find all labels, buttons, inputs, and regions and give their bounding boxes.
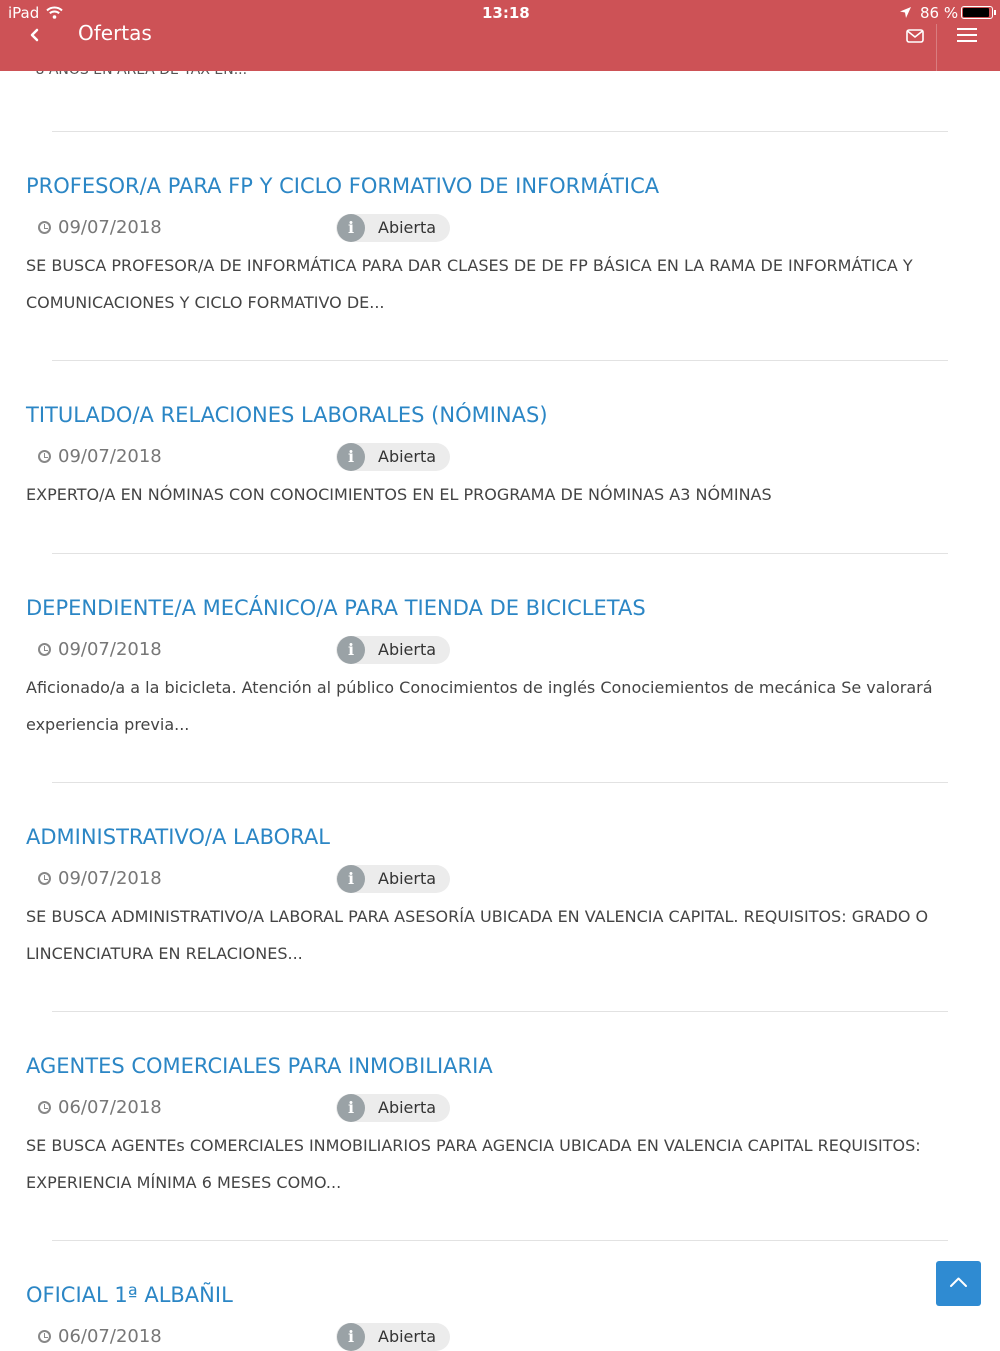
offer-meta	[26, 443, 946, 471]
status-badge	[336, 214, 450, 242]
page-title: Ofertas	[78, 21, 152, 45]
offer-item[interactable]	[26, 595, 946, 743]
offer-meta	[26, 865, 946, 893]
offer-date-text: 06/07/2018	[58, 1097, 162, 1118]
offer-description: EXPERTO/A EN NÓMINAS CON CONOCIMIENTOS EN EL PROGRAMA DE NÓMINAS A3 NÓMINAS	[26, 485, 772, 504]
offer-date	[38, 445, 162, 469]
offer-description: SE BUSCA PROFESOR/A DE INFORMÁTICA PARA DAR CLASES DE DE FP BÁSICA EN LA RAMA DE INFORMÁTICA Y COMUNICACIONES Y CICLO FORMATIVO DE...	[26, 256, 913, 312]
divider	[52, 553, 948, 554]
offer-item[interactable]	[26, 402, 946, 513]
offer-item[interactable]	[26, 1282, 946, 1351]
offer-title-link[interactable]: OFICIAL 1ª ALBAÑIL	[26, 1283, 233, 1307]
offer-date-text: 09/07/2018	[58, 217, 162, 238]
offer-date-text: 09/07/2018	[58, 639, 162, 660]
clock-icon	[38, 872, 51, 885]
offer-description: SE BUSCA ADMINISTRATIVO/A LABORAL PARA ASESORÍA UBICADA EN VALENCIA CAPITAL. REQUISITOS: GRADO O LINCENCIATURA EN RELACIONES...	[26, 907, 929, 963]
info-icon: i	[337, 443, 365, 471]
location-arrow-icon	[899, 6, 912, 19]
info-icon: i	[337, 1094, 365, 1122]
hamburger-icon	[957, 28, 977, 42]
offer-title-link[interactable]: TITULADO/A RELACIONES LABORALES (NÓMINAS)	[26, 403, 548, 427]
divider	[52, 131, 948, 132]
divider	[52, 1011, 948, 1012]
status-badge	[336, 443, 450, 471]
battery-icon	[961, 6, 993, 19]
offer-description: SE BUSCA AGENTEs COMERCIALES INMOBILIARIOS PARA AGENCIA UBICADA EN VALENCIA CAPITAL REQUISITOS: EXPERIENCIA MÍNIMA 6 MESES COMO...	[26, 1136, 921, 1192]
clock-time: 13:18	[482, 4, 530, 22]
clock-icon	[38, 1101, 51, 1114]
offer-title-link[interactable]: PROFESOR/A PARA FP Y CICLO FORMATIVO DE INFORMÁTICA	[26, 174, 660, 198]
info-icon: i	[337, 636, 365, 664]
wifi-icon	[46, 6, 63, 19]
status-label: Abierta	[378, 1327, 437, 1346]
offer-date	[38, 867, 162, 891]
status-badge	[336, 865, 450, 893]
status-label: Abierta	[378, 447, 437, 466]
divider	[52, 1240, 948, 1241]
offer-title-link[interactable]: DEPENDIENTE/A MECÁNICO/A PARA TIENDA DE BICICLETAS	[26, 596, 646, 620]
offer-meta	[26, 214, 946, 242]
offer-meta	[26, 1094, 946, 1122]
offer-meta	[26, 1323, 946, 1351]
offer-date-text: 09/07/2018	[58, 868, 162, 889]
clock-icon	[38, 221, 51, 234]
offer-item[interactable]	[26, 173, 946, 321]
clock-icon	[38, 450, 51, 463]
offer-item[interactable]	[26, 824, 946, 972]
offer-date-text: 06/07/2018	[58, 1326, 162, 1347]
header-separator	[936, 24, 937, 71]
status-label: Abierta	[378, 869, 437, 888]
chevron-left-icon	[24, 24, 46, 46]
battery-tip	[994, 10, 996, 15]
clock-icon	[38, 643, 51, 656]
offer-meta	[26, 636, 946, 664]
divider	[52, 360, 948, 361]
offer-description: Aficionado/a a la bicicleta. Atención al público Conocimientos de inglés Conociemientos de mecánica Se valorará experiencia previa...	[26, 678, 933, 734]
offer-date	[38, 1096, 162, 1120]
offer-date	[38, 216, 162, 240]
battery-percent: 86 %	[920, 4, 959, 22]
clock-icon	[38, 1330, 51, 1343]
mail-button[interactable]	[906, 28, 924, 42]
status-label: Abierta	[378, 218, 437, 237]
status-badge	[336, 1094, 450, 1122]
info-icon: i	[337, 865, 365, 893]
menu-button[interactable]	[957, 28, 977, 42]
info-icon: i	[337, 214, 365, 242]
offer-date	[38, 638, 162, 662]
scroll-to-top-button[interactable]	[936, 1261, 981, 1306]
back-button[interactable]	[24, 24, 46, 46]
offer-title-link[interactable]: AGENTES COMERCIALES PARA INMOBILIARIA	[26, 1054, 493, 1078]
status-badge	[336, 1323, 450, 1351]
divider	[52, 782, 948, 783]
offer-title-link[interactable]: ADMINISTRATIVO/A LABORAL	[26, 825, 330, 849]
offer-date	[38, 1325, 162, 1349]
offer-item[interactable]	[26, 1053, 946, 1201]
offer-date-text: 09/07/2018	[58, 446, 162, 467]
info-icon: i	[337, 1323, 365, 1351]
device-label: iPad	[8, 4, 40, 22]
status-label: Abierta	[378, 640, 437, 659]
envelope-icon	[906, 29, 924, 43]
chevron-up-icon	[949, 1276, 968, 1288]
app-header	[0, 0, 1000, 71]
status-label: Abierta	[378, 1098, 437, 1117]
status-badge	[336, 636, 450, 664]
